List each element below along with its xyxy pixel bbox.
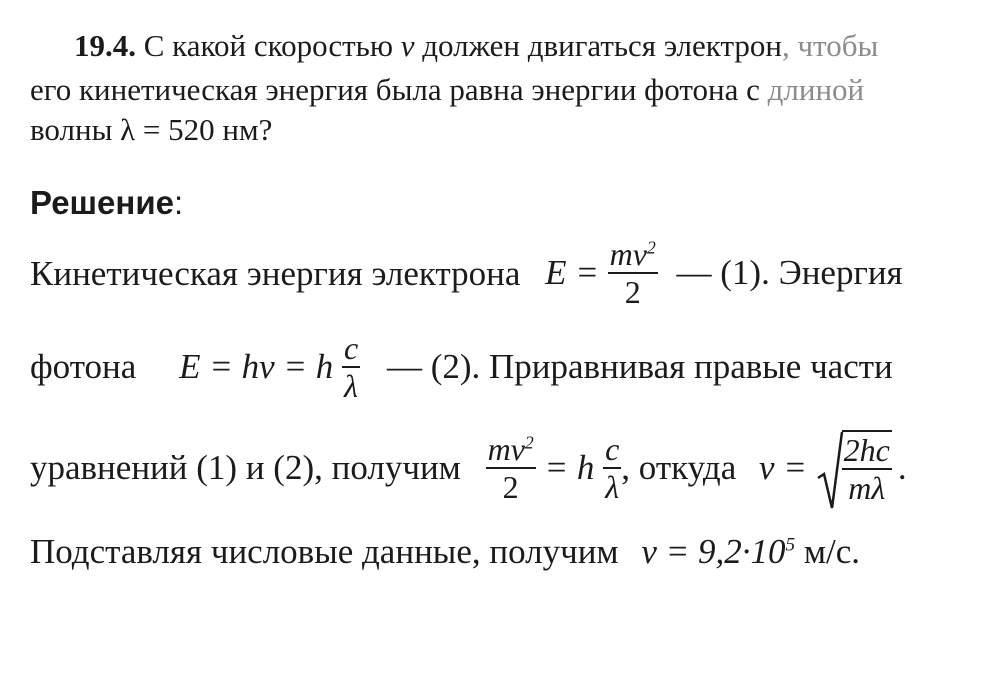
fraction-denominator: λ (603, 467, 621, 505)
solution-text: Подставляя числовые данные, получим (30, 532, 619, 571)
problem-line-1 (74, 28, 878, 64)
c-over-lambda-fraction (342, 330, 360, 404)
fraction-denominator: 2 (608, 272, 658, 310)
solution-text: фотона (30, 347, 137, 386)
exponent: 2 (646, 237, 656, 258)
solution-text: Кинетическая энергия электрона (30, 254, 521, 293)
solution-line-1 (30, 236, 903, 310)
solution-colon: : (173, 184, 184, 221)
unit: м/с. (795, 532, 861, 571)
fraction-numerator: c (343, 330, 359, 366)
fraction-denominator: λ (342, 366, 360, 404)
solution-text: — (2). Приравнивая правые части (386, 347, 893, 386)
radical-sign-icon (816, 430, 844, 512)
velocity-equation: v = (759, 448, 807, 487)
problem-text-faded: , чтобы (781, 28, 879, 63)
solution-text: — (1). Энергия (676, 253, 903, 292)
wavelength-expression: λ = 520 нм? (120, 112, 273, 147)
square-root (816, 430, 892, 506)
exponent: 2 (524, 432, 534, 453)
velocity-result: $v = 9,2\cdot 10^5$ (641, 532, 796, 571)
problem-text: его кинетическая энергия была равна энергии фотона с (30, 72, 768, 107)
velocity-symbol: v (400, 28, 415, 63)
problem-line-3 (30, 112, 272, 148)
photon-energy-equation: E = hν = h (179, 347, 334, 386)
solution-line-4 (30, 532, 860, 572)
fraction-denominator: 2 (486, 467, 536, 505)
problem-text: должен двигаться электрон (414, 28, 782, 63)
solution-title: Решение (30, 184, 174, 221)
fraction-numerator: mv (609, 236, 647, 272)
problem-text: С какой скоростью (136, 28, 401, 63)
problem-text-faded: длиной (767, 72, 865, 107)
solution-line-3 (30, 430, 907, 506)
kinetic-energy-fraction (608, 236, 658, 310)
solution-text: . (897, 448, 907, 487)
problem-text: волны (30, 112, 121, 147)
c-over-lambda-fraction (603, 431, 621, 505)
kinetic-energy-fraction (486, 431, 536, 505)
fraction-numerator: 2hc (843, 432, 890, 468)
fraction-denominator: mλ (842, 468, 892, 506)
solution-heading (30, 184, 183, 222)
solution-text: , откуда (621, 448, 737, 487)
problem-number: 19.4. (74, 28, 136, 63)
solution-line-2 (30, 330, 893, 404)
problem-line-2 (30, 72, 864, 108)
solution-text: уравнений (1) и (2), получим (30, 448, 461, 487)
equals-h: = h (544, 448, 595, 487)
fraction-numerator: mv (487, 431, 525, 467)
fraction-numerator: c (605, 431, 620, 467)
energy-equation: E = (545, 253, 599, 292)
exponent: 5 (785, 534, 796, 556)
radicand (842, 430, 892, 506)
